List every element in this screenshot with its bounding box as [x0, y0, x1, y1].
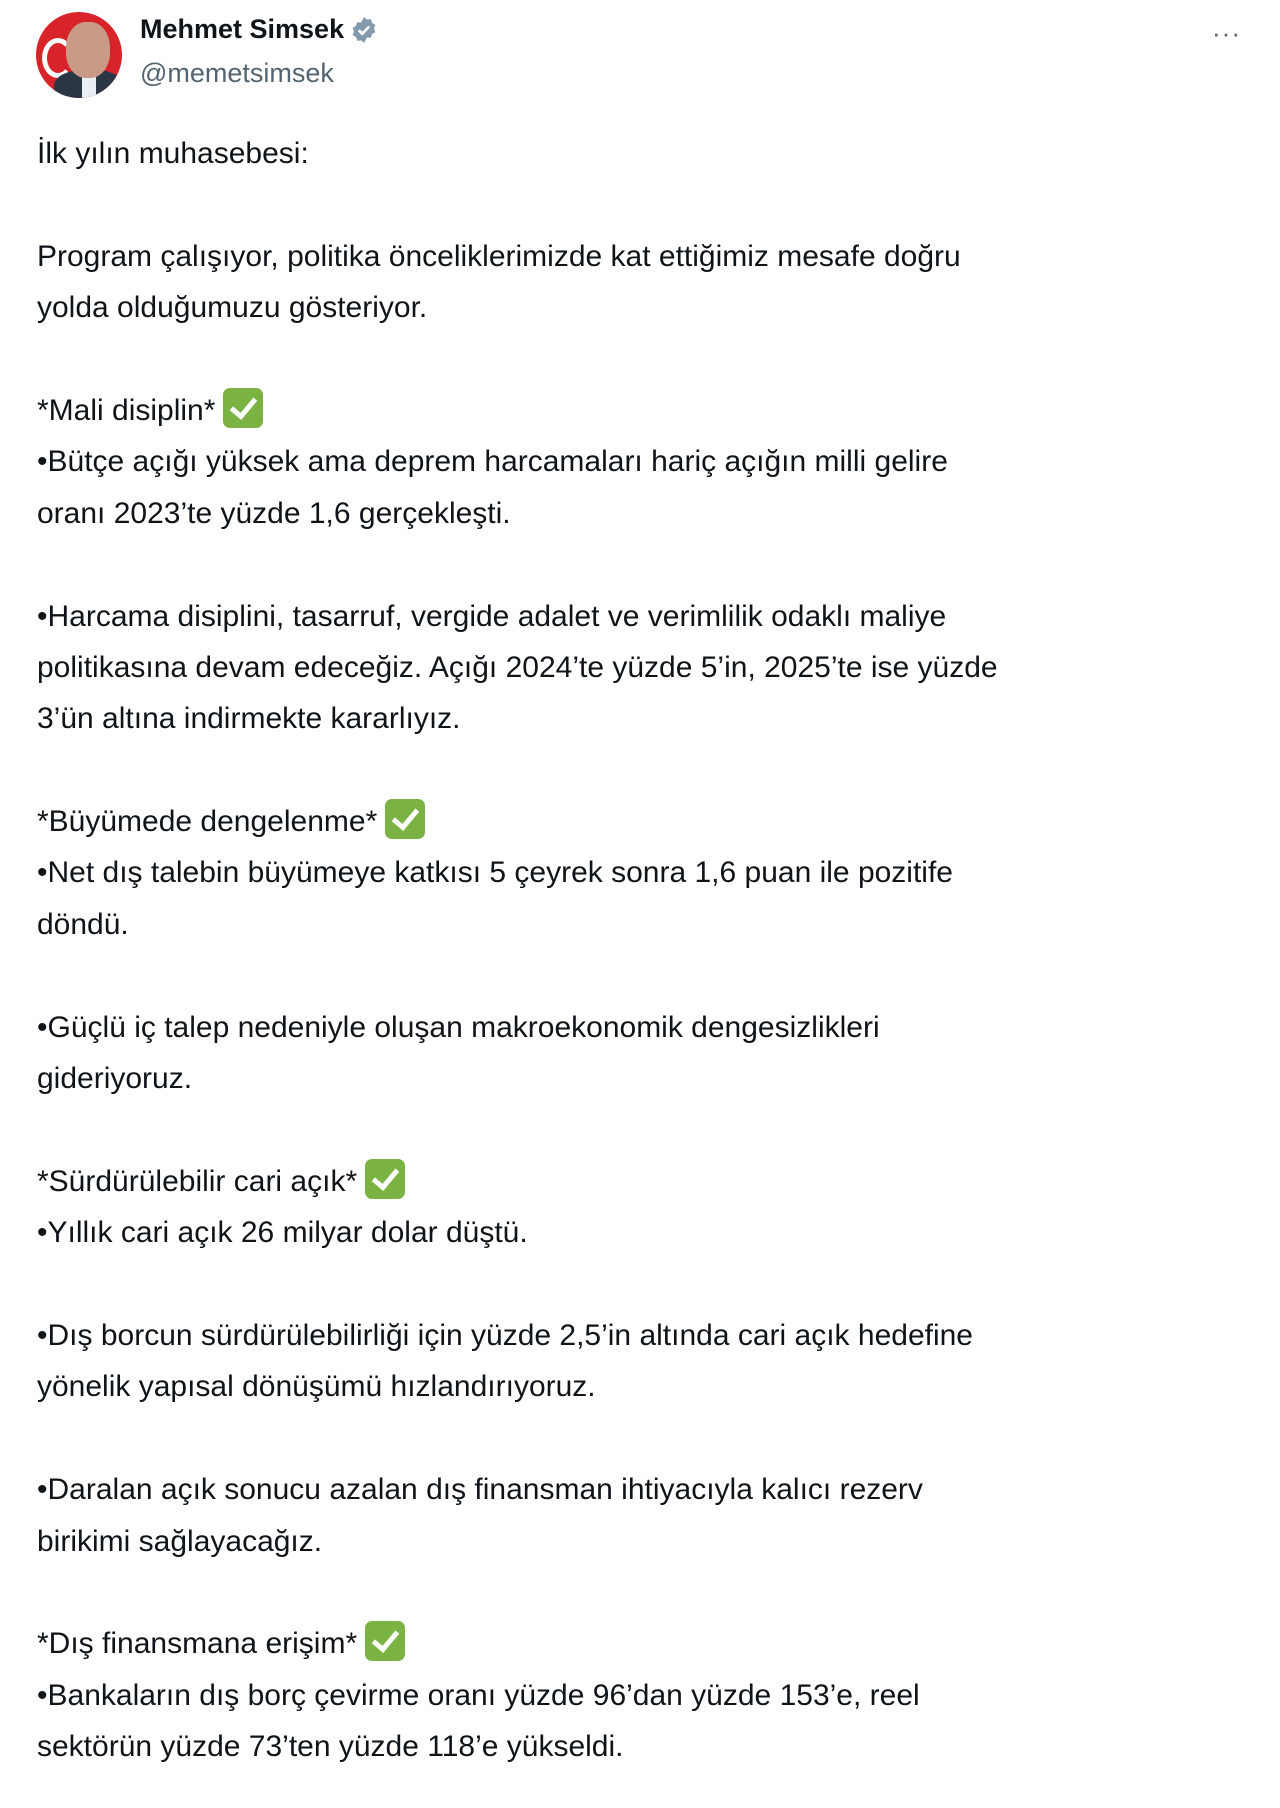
line-text: yolda olduğumuzu gösteriyor. — [37, 291, 428, 325]
text-line — [37, 1464, 998, 1515]
line-text: •Net dış talebin büyümeye katkısı 5 çeyrek sonra 1,6 puan ile pozitife — [37, 856, 953, 890]
check-mark-icon — [365, 1159, 405, 1199]
blank-line — [37, 950, 998, 1001]
verified-badge-icon — [350, 16, 378, 44]
section-heading — [37, 796, 998, 847]
text-line — [37, 1310, 998, 1361]
blank-line — [37, 179, 998, 230]
line-text: •Dış borcun sürdürülebilirliği için yüzde 2,5’in altında cari açık hedefine — [37, 1318, 973, 1352]
line-text: 3’ün altına indirmekte kararlıyız. — [37, 702, 461, 736]
blank-line — [37, 539, 998, 590]
line-text: *Dış finansmana erişim* — [37, 1627, 358, 1661]
line-text: politikasına devam edeceğiz. Açığı 2024’te yüzde 5’in, 2025’te ise yüzde — [37, 650, 998, 684]
line-text: •Güçlü iç talep nedeniyle oluşan makroekonomik dengesizlikleri — [37, 1010, 880, 1044]
author-handle[interactable]: @memetsimsek — [140, 58, 334, 88]
tweet-text — [37, 128, 998, 1773]
line-text: *Büyümede dengelenme* — [37, 805, 378, 839]
check-mark-icon — [223, 388, 263, 428]
text-line — [37, 591, 998, 642]
line-text: •Bankaların dış borç çevirme oranı yüzde 96’dan yüzde 153’e, reel — [37, 1678, 920, 1712]
blank-line — [37, 1104, 998, 1155]
section-heading — [37, 1618, 998, 1669]
line-text: Program çalışıyor, politika önceliklerimizde kat ettiğimiz mesafe doğru — [37, 239, 961, 273]
blank-line — [37, 1413, 998, 1464]
text-line — [37, 1361, 998, 1412]
line-text: •Harcama disiplini, tasarruf, vergide adalet ve verimlilik odaklı maliye — [37, 599, 947, 633]
check-mark-icon — [385, 799, 425, 839]
avatar-face — [66, 22, 110, 78]
text-line — [37, 488, 998, 539]
text-line — [37, 128, 998, 179]
line-text: •Yıllık cari açık 26 milyar dolar düştü. — [37, 1216, 528, 1250]
section-heading — [37, 1156, 998, 1207]
line-text: birikimi sağlayacağız. — [37, 1524, 323, 1558]
text-line — [37, 231, 998, 282]
text-line — [37, 642, 998, 693]
author-name[interactable]: Mehmet Simsek — [140, 14, 345, 44]
check-mark-icon — [365, 1621, 405, 1661]
text-line — [37, 693, 998, 744]
text-line — [37, 899, 998, 950]
line-text: *Mali disiplin* — [37, 393, 216, 427]
text-line — [37, 1002, 998, 1053]
line-text: İlk yılın muhasebesi: — [37, 137, 309, 170]
text-line — [37, 1516, 998, 1567]
blank-line — [37, 745, 998, 796]
line-text: •Bütçe açığı yüksek ama deprem harcamaları hariç açığın milli gelire — [37, 445, 948, 479]
blank-line — [37, 1259, 998, 1310]
text-line — [37, 1207, 998, 1258]
text-line — [37, 436, 998, 487]
line-text: oranı 2023’te yüzde 1,6 gerçekleşti. — [37, 496, 511, 530]
line-text: yönelik yapısal dönüşümü hızlandırıyoruz. — [37, 1370, 596, 1404]
text-line — [37, 1053, 998, 1104]
line-text: •Daralan açık sonucu azalan dış finansman ihtiyacıyla kalıcı rezerv — [37, 1473, 923, 1507]
line-text: sektörün yüzde 73’ten yüzde 118’e yükseldi. — [37, 1730, 624, 1764]
section-heading — [37, 385, 998, 436]
blank-line — [37, 334, 998, 385]
line-text: gideriyoruz. — [37, 1062, 193, 1096]
avatar[interactable] — [36, 12, 122, 98]
text-line — [37, 1721, 998, 1772]
text-line — [37, 847, 998, 898]
text-line — [37, 1670, 998, 1721]
more-options-icon[interactable]: ··· — [1212, 18, 1241, 48]
blank-line — [37, 1567, 998, 1618]
line-text: *Sürdürülebilir cari açık* — [37, 1164, 358, 1198]
line-text: döndü. — [37, 907, 129, 941]
author-name-row[interactable] — [140, 14, 378, 45]
text-line — [37, 282, 998, 333]
